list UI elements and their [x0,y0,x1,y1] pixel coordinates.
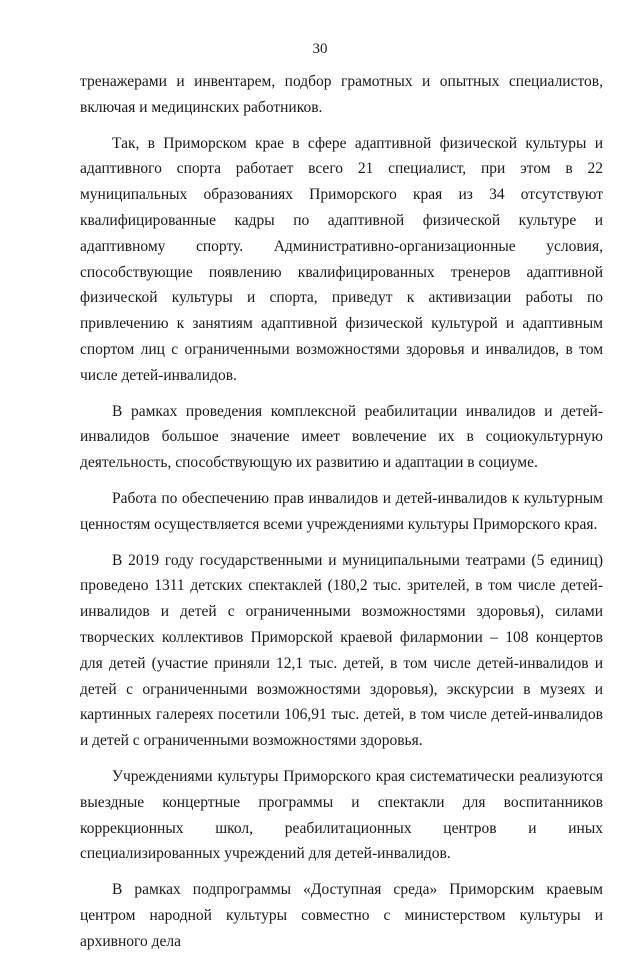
paragraph-2019-statistics: В 2019 году государственными и муниципальными театрами (5 единиц) проведено 1311 детских спектаклей (180,2 тыс. зрителей, в том числе детей-инвалидов и детей с ограниченными возможностями здоровья), силами творческих коллективов Приморской краевой филармонии – 108 концертов для детей (участие приняли 12,1 тыс. детей, в том числе детей-инвалидов и детей с ограниченными возможностями здоровья), экскурсии в музеях и картинных галереях посетили 106,91 тыс. детей, в том числе детей-инвалидов и детей с ограниченными возможностями здоровья. [80,551,603,750]
paragraph-accessible-environment: В рамках подпрограммы «Доступная среда» Приморским краевым центром народной культуры совместно с министерством культуры и архивного дела [80,881,603,950]
paragraph-continuation: тренажерами и инвентарем, подбор грамотных и опытных специалистов, включая и медицинских работников. [80,73,603,116]
paragraph-culture-rights: Работа по обеспечению прав инвалидов и детей-инвалидов к культурным ценностям осуществляется всеми учреждениями культуры Приморского края. [80,489,603,533]
page-number: 30 [312,41,328,57]
paragraph-outreach-programs: Учреждениями культуры Приморского края систематически реализуются выездные концертные программы и спектакли для воспитанников коррекционных школ, реабилитационных центров и иных специализированных учреждений для детей-инвалидов. [80,767,603,863]
document-body [80,69,603,965]
paragraph-specialists: Так, в Приморском крае в сфере адаптивной физической культуры и адаптивного спорта работает всего 21 специалист, при этом в 22 муниципальных образованиях Приморского края из 34 отсутствуют квалифицированные кадры по адаптивной физической культуре и адаптивному спорту. Административно-организационные условия, способствующие появлению квалифицированных тренеров адаптивной физической культуры и спорта, приведут к активизации работы по привлечению к занятиям адаптивной физической культурой и адаптивным спортом лиц с ограниченными возможностями здоровья и инвалидов, в том числе детей-инвалидов. [80,134,603,384]
paragraph-rehabilitation: В рамках проведения комплексной реабилитации инвалидов и детей-инвалидов большое значение имеет вовлечение их в социокультурную деятельность, способствующую их развитию и адаптации в социуме. [80,402,603,472]
